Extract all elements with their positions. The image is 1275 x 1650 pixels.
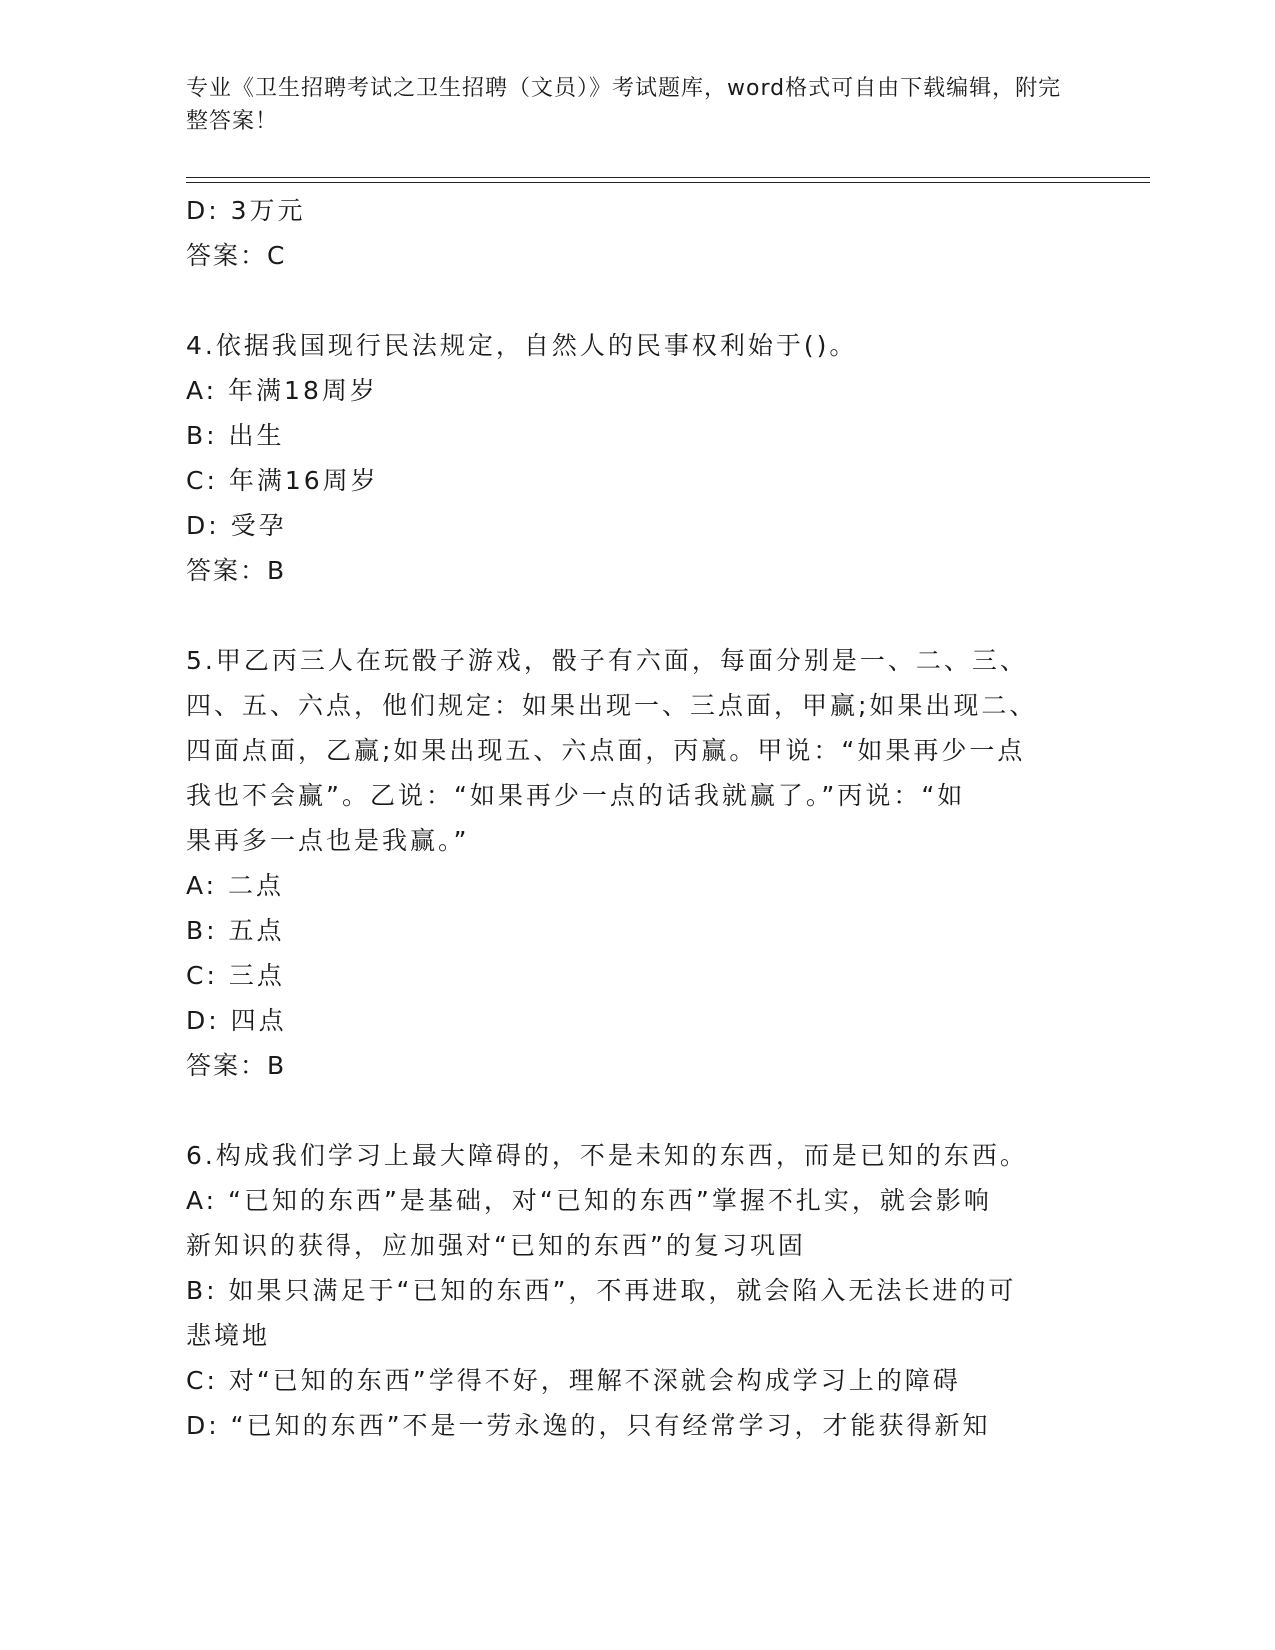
q4-stem: 4.依据我国现行民法规定，自然人的民事权利始于()。 [186,331,858,360]
q4-option-b: B: 出生 [186,421,285,450]
header-title: 专业《卫生招聘考试之卫生招聘（文员）》考试题库，word格式可自由下载编辑，附完整答案！ [186,76,1062,134]
header-divider-bottom [186,182,1150,183]
q6-option-a-line: A: “已知的东西”是基础，对“已知的东西”掌握不扎实，就会影响 [186,1186,992,1215]
q5-option-c: C: 三点 [186,961,285,990]
q5-stem-line: 四面点面，乙赢;如果出现五、六点面，丙赢。甲说：“如果再少一点 [186,736,1026,765]
q4-option-a: A: 年满18周岁 [186,376,378,405]
q5-option-a: A: 二点 [186,871,285,900]
q4-option-c: C: 年满16周岁 [186,466,379,495]
q6-option-d: D: “已知的东西”不是一劳永逸的，只有经常学习，才能获得新知 [186,1411,991,1440]
q6-option-c: C: 对“已知的东西”学得不好，理解不深就会构成学习上的障碍 [186,1366,961,1395]
spacer [186,1088,1086,1133]
q5-stem-line: 我也不会赢”。乙说：“如果再少一点的话我就赢了。”丙说：“如 [186,781,966,810]
question-content [186,188,1086,1448]
spacer [186,278,1086,323]
q6-option-b-line: B: 如果只满足于“已知的东西”，不再进取，就会陷入无法长进的可 [186,1276,1017,1305]
q5-stem-line: 5.甲乙丙三人在玩骰子游戏，骰子有六面，每面分别是一、二、三、 [186,646,1028,675]
q5-stem-line: 四、五、六点，他们规定：如果出现一、三点面，甲赢;如果出现二、 [186,691,1038,720]
q3-option-d: D: 3万元 [186,196,306,225]
q5-option-d: D: 四点 [186,1006,287,1035]
document-header [186,72,1066,138]
q6-option-b-line: 悲境地 [186,1321,271,1350]
q5-stem-line: 果再多一点也是我赢。” [186,826,470,855]
q4-option-d: D: 受孕 [186,511,287,540]
q6-stem: 6.构成我们学习上最大障碍的，不是未知的东西，而是已知的东西。 [186,1141,1028,1170]
spacer [186,593,1086,638]
header-divider-top [186,177,1150,178]
q6-option-a-line: 新知识的获得，应加强对“已知的东西”的复习巩固 [186,1231,806,1260]
q4-answer: 答案：B [186,556,287,585]
q5-option-b: B: 五点 [186,916,285,945]
q3-answer: 答案：C [186,241,287,270]
q5-answer: 答案：B [186,1051,287,1080]
